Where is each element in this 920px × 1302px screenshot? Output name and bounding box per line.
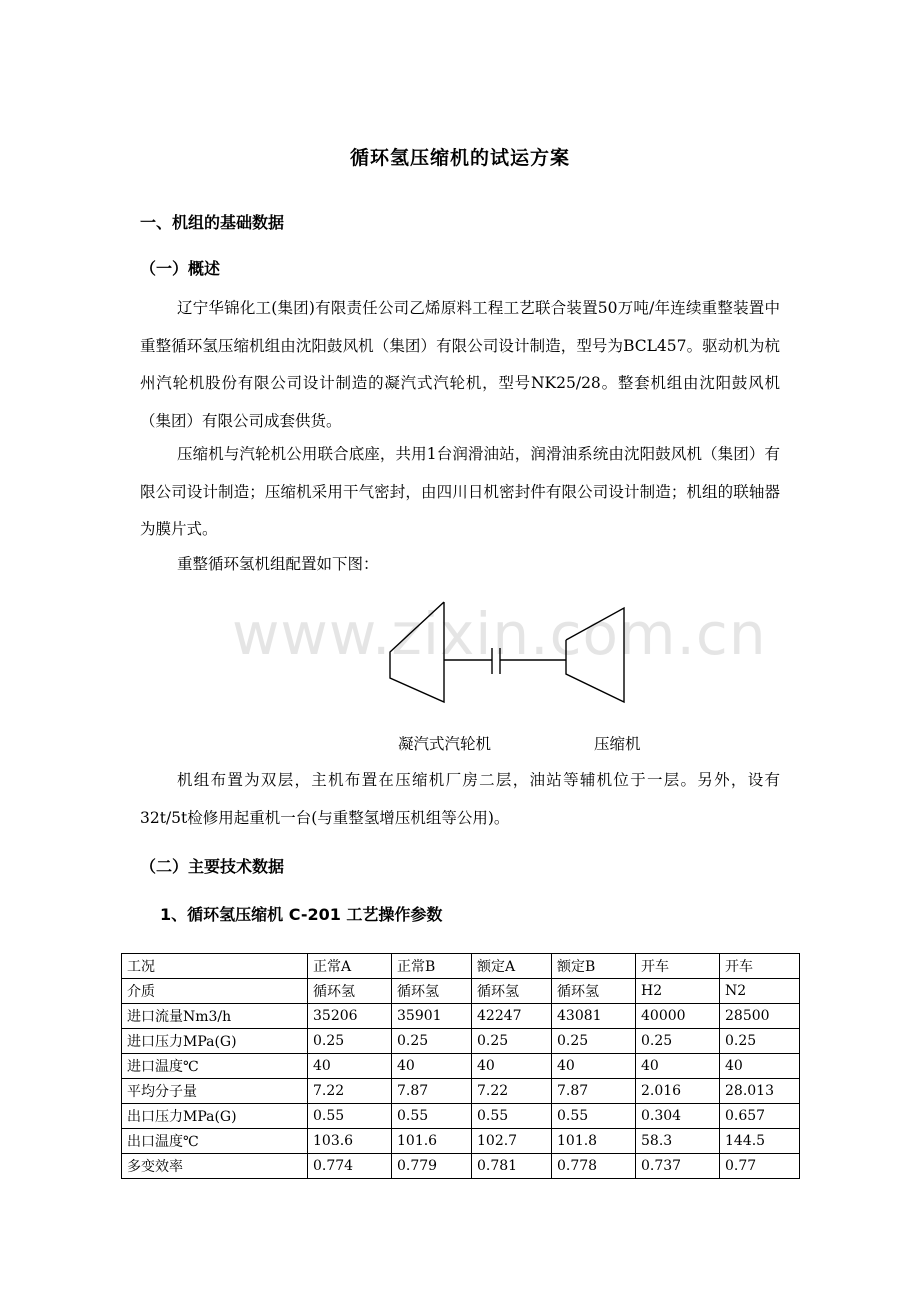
table-row (122, 1154, 800, 1179)
table-cell: 35206 (308, 1004, 392, 1029)
table-cell: 102.7 (472, 1129, 552, 1154)
table-row-label: 工况 (122, 954, 308, 979)
table-row (122, 1129, 800, 1154)
table-cell: 循环氢 (308, 979, 392, 1004)
compressor-shape (566, 608, 624, 702)
table-cell: 0.55 (472, 1104, 552, 1129)
table-row (122, 1029, 800, 1054)
table-cell: 0.737 (636, 1154, 720, 1179)
table-cell: 103.6 (308, 1129, 392, 1154)
table-header-row (122, 954, 800, 979)
table-cell: 开车 (636, 954, 720, 979)
table-cell: 7.87 (552, 1079, 636, 1104)
process-parameters-table (121, 953, 800, 1179)
label-turbine: 凝汽式汽轮机 (398, 735, 492, 753)
table-cell: 0.25 (472, 1029, 552, 1054)
table-cell: 144.5 (720, 1129, 800, 1154)
table-cell: 正常B (392, 954, 472, 979)
table-cell: H2 (636, 979, 720, 1004)
table-cell: 101.8 (552, 1129, 636, 1154)
paragraph-config-intro: 重整循环氢机组配置如下图： (177, 555, 379, 573)
table-cell: 循环氢 (392, 979, 472, 1004)
table-cell: 2.016 (636, 1079, 720, 1104)
label-compressor: 压缩机 (594, 735, 641, 753)
subsection-heading-tech-data: （二）主要技术数据 (140, 857, 285, 876)
table-cell: 0.25 (720, 1029, 800, 1054)
table-cell: 28.013 (720, 1079, 800, 1104)
table-row-label: 出口压力MPa(G) (122, 1104, 308, 1129)
table-cell: 0.657 (720, 1104, 800, 1129)
subsection-heading-overview: （一）概述 (140, 259, 221, 278)
table-row (122, 979, 800, 1004)
paragraph-overview: 辽宁华锦化工(集团)有限责任公司乙烯原料工程工艺联合装置50万吨/年连续重整装置中重整循环氢压缩机组由沈阳鼓风机（集团）有限公司设计制造，型号为BCL457。驱动机为杭州汽轮机股份有限公司设计制造的凝汽式汽轮机，型号NK25/28。整套机组由沈阳鼓风机（集团）有限公司成套供货。 (140, 299, 780, 430)
turbine-shape (390, 602, 444, 702)
table-row-label: 介质 (122, 979, 308, 1004)
table-cell: 7.22 (472, 1079, 552, 1104)
table-cell: 额定A (472, 954, 552, 979)
table-cell: 58.3 (636, 1129, 720, 1154)
table-cell: 0.55 (308, 1104, 392, 1129)
table-cell: 40 (552, 1054, 636, 1079)
table-row-label: 进口压力MPa(G) (122, 1029, 308, 1054)
table-cell: 额定B (552, 954, 636, 979)
table-row (122, 1079, 800, 1104)
table-cell: 35901 (392, 1004, 472, 1029)
table-cell: 0.55 (552, 1104, 636, 1129)
table-cell: 40 (392, 1054, 472, 1079)
table-cell: 开车 (720, 954, 800, 979)
table-cell: 28500 (720, 1004, 800, 1029)
unit-config-diagram (380, 600, 630, 710)
table-row-label: 多变效率 (122, 1154, 308, 1179)
table-cell: 0.774 (308, 1154, 392, 1179)
table-cell: 0.778 (552, 1154, 636, 1179)
table-row (122, 1054, 800, 1079)
document-title: 循环氢压缩机的试运方案 (349, 147, 570, 169)
table-cell: 0.77 (720, 1154, 800, 1179)
table-cell: 正常A (308, 954, 392, 979)
table-cell: 40000 (636, 1004, 720, 1029)
paragraph-lube-seal: 压缩机与汽轮机公用联合底座，共用1台润滑油站，润滑油系统由沈阳鼓风机（集团）有限公司设计制造；压缩机采用干气密封，由四川日机密封件有限公司设计制造；机组的联轴器为膜片式。 (140, 445, 780, 538)
table-cell: 43081 (552, 1004, 636, 1029)
section-heading: 一、机组的基础数据 (140, 213, 285, 232)
table-cell: 40 (308, 1054, 392, 1079)
table-row-label: 进口温度℃ (122, 1054, 308, 1079)
watermark: www.zixin.com.cn (232, 600, 767, 668)
table-cell: 7.87 (392, 1079, 472, 1104)
table-row-label: 平均分子量 (122, 1079, 308, 1104)
table-cell: 0.304 (636, 1104, 720, 1129)
table-cell: 0.25 (636, 1029, 720, 1054)
paragraph-layout: 机组布置为双层，主机布置在压缩机厂房二层，油站等辅机位于一层。另外，设有32t/5t检修用起重机一台(与重整氢增压机组等公用)。 (140, 771, 780, 827)
table-row-label: 出口温度℃ (122, 1129, 308, 1154)
table-cell: N2 (720, 979, 800, 1004)
table-cell: 0.25 (308, 1029, 392, 1054)
table-row-label: 进口流量Nm3/h (122, 1004, 308, 1029)
table-cell: 40 (472, 1054, 552, 1079)
table-cell: 7.22 (308, 1079, 392, 1104)
table-cell: 0.25 (552, 1029, 636, 1054)
table-cell: 0.55 (392, 1104, 472, 1129)
table-cell: 0.779 (392, 1154, 472, 1179)
table-cell: 0.25 (392, 1029, 472, 1054)
table-cell: 101.6 (392, 1129, 472, 1154)
subsection-heading-c201: 1、循环氢压缩机 C-201 工艺操作参数 (160, 905, 443, 924)
table-row (122, 1004, 800, 1029)
table-cell: 0.781 (472, 1154, 552, 1179)
table-cell: 循环氢 (552, 979, 636, 1004)
table-cell: 40 (636, 1054, 720, 1079)
table-cell: 40 (720, 1054, 800, 1079)
table-cell: 循环氢 (472, 979, 552, 1004)
table-cell: 42247 (472, 1004, 552, 1029)
table-row (122, 1104, 800, 1129)
